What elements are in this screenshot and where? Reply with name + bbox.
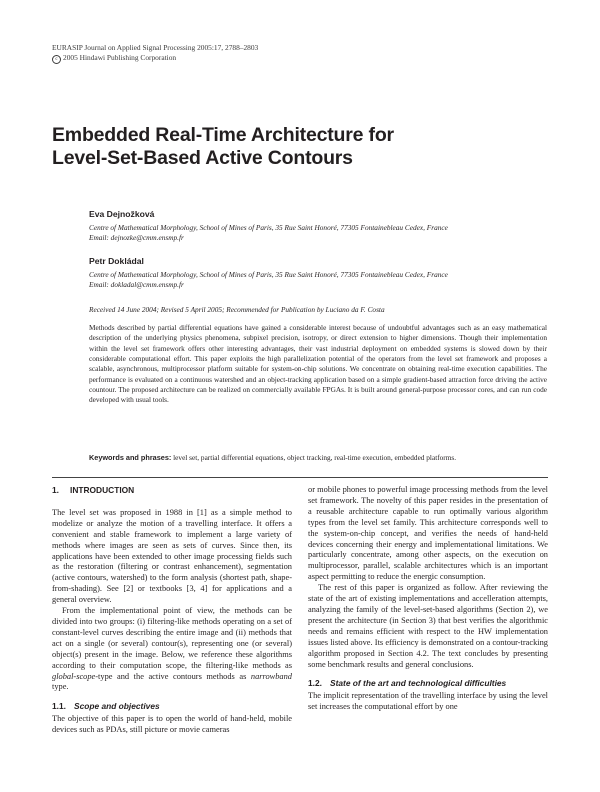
section-heading <box>52 485 292 496</box>
emphasis: global-scope <box>52 671 96 681</box>
keywords-text: level set, partial differential equations, object tracking, real-time execution, embedded platforms. <box>173 453 457 462</box>
journal-citation: EURASIP Journal on Applied Signal Processing 2005:17, 2788–2803 <box>52 43 259 52</box>
journal-header <box>52 43 258 64</box>
author-name: Petr Dokládal <box>89 256 144 266</box>
section-divider <box>52 477 548 478</box>
paragraph: or mobile phones to powerful image processing methods from the level set framework. The novelty of this paper resides in the presentation of a reusable architecture capable to run optimally various algorithm types from the level set family. This architecture corresponds well to the system-on-chip concept, and verifies the needs of hand-held devices concerning their energy and implementational limitations. We particularly concentrate, among other aspects, on the execution on multiprocessor, parallel, scalable architectures which is an important aspect permitting to reduce the energic consumption. <box>308 485 548 582</box>
author-block-1 <box>89 209 569 244</box>
keywords <box>89 453 559 463</box>
section-title: INTRODUCTION <box>70 485 135 495</box>
publication-dates: Received 14 June 2004; Revised 5 April 2005; Recommended for Publication by Luciano da F. Costa <box>89 305 385 314</box>
title-line-2: Level-Set-Based Active Contours <box>52 147 353 169</box>
author-name: Eva Dejnožková <box>89 209 155 219</box>
subsection-heading <box>308 678 548 689</box>
subsection-heading <box>52 701 292 712</box>
left-column <box>52 485 292 736</box>
author-email: Email: dokladal@cmm.ensmp.fr <box>89 280 184 290</box>
author-email: Email: dejnozke@cmm.ensmp.fr <box>89 233 184 243</box>
keywords-label: Keywords and phrases: <box>89 453 172 462</box>
paragraph: The level set was proposed in 1988 in [1] as a simple method to modelize or analyze the motion of a travelling interface. It offers a convenient and stable framework to implement a large variety of methods where images are seen as sets of curves. Since then, its applications have been extended to other image processing fields such as the restoration (filtering or contrast enhancement), segmentation (active contours, watershed) to the form analysis (shortest path, shape-from-shading). See [2] or textbooks [3, 4] for applications and a general overview. <box>52 507 292 605</box>
copyright-icon: c <box>52 55 61 64</box>
right-column <box>308 485 548 713</box>
paragraph: From the implementational point of view, the methods can be divided into two groups: (i) filtering-like methods operating on a set of constant-level curves describing the entire image and (ii) methods that act on a single (or several) contour(s), representing one (or several) object(s) present in the image. Below, we reference these algorithms according to their computation scope, the filtering-like methods as global-scope-type and the active contours methods as narrowband type. <box>52 606 292 692</box>
section-number: 1. <box>52 485 59 495</box>
copyright-line <box>52 53 258 64</box>
author-affiliation: Centre of Mathematical Morphology, School of Mines of Paris, 35 Rue Saint Honoré, 77305 Fontainebleau Cedex, France <box>89 223 448 232</box>
paragraph: The objective of this paper is to open the world of hand-held, mobile devices such as PDAs, still picture or movie cameras <box>52 714 292 735</box>
paragraph: The implicit representation of the travelling interface by using the level set increases the computational effort by one <box>308 691 548 712</box>
subsection-title: Scope and objectives <box>74 701 160 712</box>
author-block-2 <box>89 256 569 291</box>
paper-title <box>52 124 552 170</box>
title-line-1: Embedded Real-Time Architecture for <box>52 124 394 146</box>
emphasis: narrowband <box>250 671 292 681</box>
copyright-text: 2005 Hindawi Publishing Corporation <box>63 52 177 62</box>
abstract: Methods described by partial differential equations have gained a considerable interest because of undoubtful advantages such as an easy mathematical description of the underlying physics phenomena, subpixel precision, isotropy, or direct extension to higher dimensions. Though their implementation within the level set framework offers other interesting advantages, their vast industrial deployment on embedded systems is slowed down by their considerable computational effort. This paper exploits the high parallelization potential of the operators from the level set framework and proposes a scalable, asynchronous, multiprocessor platform suitable for system-on-chip solutions. We concentrate on obtaining real-time execution capabilities. The performance is evaluated on a continuous watershed and an object-tracking application based on a simple gradient-based attraction force driving the active countour. The proposed architecture can be realized on commercially available FPGAs. It is built around general-purpose processor cores, and can run code developed with usual tools. <box>89 323 547 405</box>
author-affiliation: Centre of Mathematical Morphology, School of Mines of Paris, 35 Rue Saint Honoré, 77305 Fontainebleau Cedex, France <box>89 270 448 279</box>
subsection-number: 1.2. <box>308 678 322 689</box>
subsection-number: 1.1. <box>52 701 66 712</box>
subsection-title: State of the art and technological difficulties <box>330 678 507 689</box>
paragraph: The rest of this paper is organized as follow. After reviewing the state of the art of existing implementations and accelleration attempts, analyzing the family of the level-set-based algorithms (Section 2), we present the architecture (in Section 3) that best verifies the algorithmic needs and remains efficient with respect to the HW implementation issues listed above. Its efficiency is demonstrated on a contour-tracking algorithm proposed in Section 4.2. The text concludes by presenting some benchmark results and general conclusions. <box>308 583 548 669</box>
